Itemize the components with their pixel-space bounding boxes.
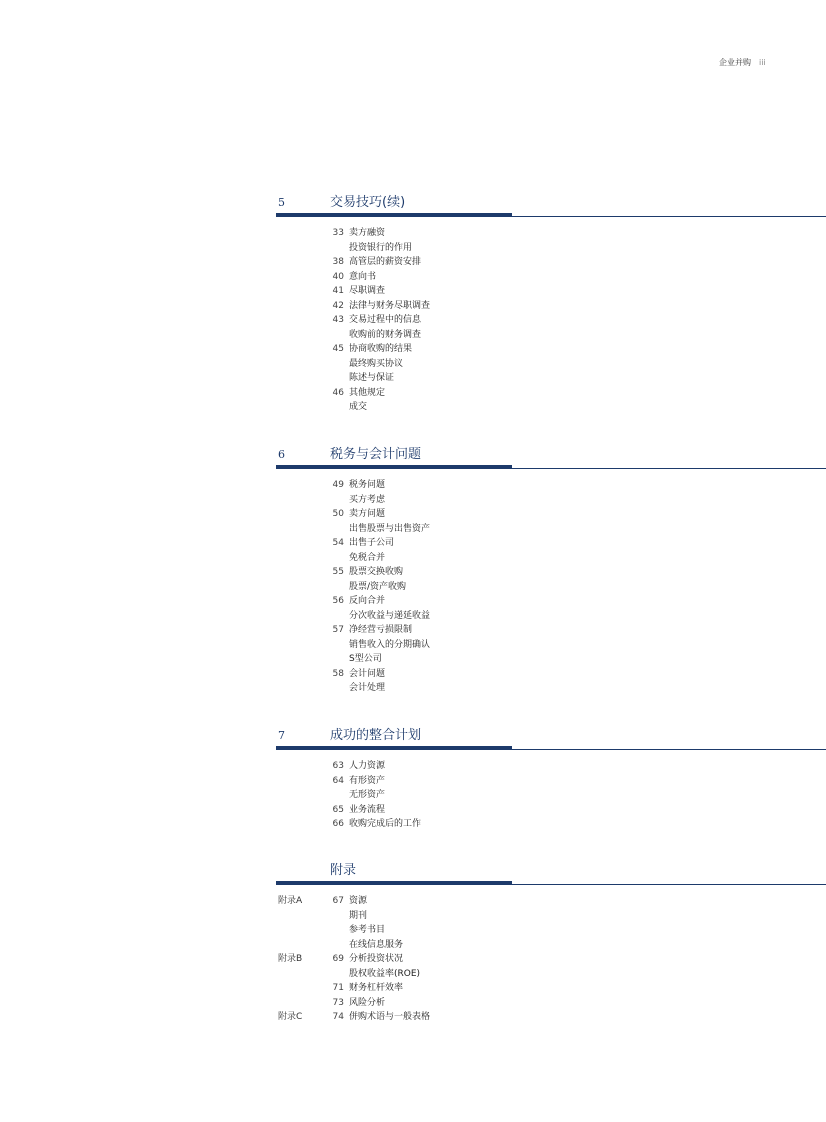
entry-title: 卖方融资 <box>349 228 386 238</box>
toc-entry[interactable] <box>276 493 826 508</box>
rule-thin <box>512 216 826 217</box>
entry-title: 销售收入的分期确认 <box>349 639 431 650</box>
page-ref: 67 <box>332 896 344 906</box>
running-head <box>719 57 766 68</box>
running-head-title: 企业并购 <box>719 58 751 67</box>
entry-title: 高管层的薪资安排 <box>349 257 422 267</box>
toc-entry[interactable] <box>276 923 826 938</box>
entry-title: 投资银行的作用 <box>349 242 413 253</box>
entry-title: 股权收益率(ROE) <box>349 968 421 979</box>
toc-entry[interactable] <box>276 667 826 682</box>
entry-title: 併购术语与一般表格 <box>349 1012 431 1022</box>
toc-entry[interactable] <box>276 371 826 386</box>
entry-title: 成交 <box>349 402 368 412</box>
section-header <box>276 859 826 881</box>
entry-title: 参考书目 <box>349 925 386 935</box>
toc-entry[interactable] <box>276 342 826 357</box>
entry-list <box>276 894 826 1025</box>
toc-entry[interactable] <box>276 981 826 996</box>
toc-entry[interactable] <box>276 478 826 493</box>
entry-title: 会计问题 <box>349 668 386 679</box>
entry-title: 交易过程中的信息 <box>349 315 422 325</box>
toc-entry[interactable] <box>276 609 826 624</box>
section-number: 5 <box>278 196 285 209</box>
page-number: iii <box>759 58 766 67</box>
section-number: 6 <box>278 448 285 461</box>
page-ref: 50 <box>332 509 344 519</box>
page-ref: 45 <box>332 344 344 354</box>
rule-thick <box>276 465 512 469</box>
toc-entry[interactable] <box>276 241 826 256</box>
toc-entry[interactable] <box>276 938 826 953</box>
page-ref: 71 <box>332 983 344 993</box>
toc-entry[interactable] <box>276 400 826 415</box>
toc-entry[interactable] <box>276 386 826 401</box>
rule-thin <box>512 749 826 750</box>
section-header <box>276 724 826 746</box>
toc-entry[interactable] <box>276 507 826 522</box>
entry-title: 最终购买协议 <box>349 358 404 369</box>
entry-title: 业务流程 <box>349 804 386 815</box>
toc-entry[interactable] <box>276 270 826 285</box>
entry-title: S型公司 <box>349 654 382 664</box>
toc-entry[interactable] <box>276 299 826 314</box>
entry-title: 买方考虑 <box>349 494 386 505</box>
toc-entry[interactable] <box>276 774 826 789</box>
toc-entry[interactable] <box>276 284 826 299</box>
section-rule <box>276 213 826 218</box>
entry-list <box>276 759 826 832</box>
entry-title: 财务杠杆效率 <box>349 983 404 993</box>
entry-title: 协商收购的结果 <box>349 344 413 354</box>
entry-title: 期刊 <box>349 910 368 921</box>
toc-entry[interactable] <box>276 803 826 818</box>
entry-title: 股票交换收购 <box>349 567 404 577</box>
toc-entry[interactable] <box>276 759 826 774</box>
toc-entry[interactable] <box>276 551 826 566</box>
toc-entry[interactable] <box>276 894 826 909</box>
toc-entry[interactable] <box>276 952 826 967</box>
entry-title: 风险分析 <box>349 997 386 1008</box>
toc-entry[interactable] <box>276 536 826 551</box>
toc-entry[interactable] <box>276 594 826 609</box>
page-ref: 43 <box>332 315 344 325</box>
entry-title: 会计处理 <box>349 683 386 693</box>
page-ref: 41 <box>332 286 344 296</box>
entry-title: 免税合并 <box>349 552 386 563</box>
page-ref: 56 <box>332 596 344 606</box>
rule-thick <box>276 213 512 217</box>
toc-entry[interactable] <box>276 638 826 653</box>
toc-entry[interactable] <box>276 788 826 803</box>
toc-entry[interactable] <box>276 522 826 537</box>
toc-entry[interactable] <box>276 623 826 638</box>
toc-entry[interactable] <box>276 580 826 595</box>
entry-title: 无形资产 <box>349 790 386 800</box>
rule-thick <box>276 881 512 885</box>
entry-title: 其他规定 <box>349 387 386 398</box>
section-header <box>276 443 826 465</box>
page-ref: 63 <box>332 761 344 771</box>
entry-title: 意向书 <box>349 271 377 282</box>
toc-entry[interactable] <box>276 1010 826 1025</box>
page-ref: 38 <box>332 257 344 267</box>
entry-title: 分次收益与递延收益 <box>349 610 431 621</box>
entry-title: 出售子公司 <box>349 538 395 548</box>
page-ref: 49 <box>332 480 344 490</box>
entry-title: 法律与财务尽职调查 <box>349 300 431 311</box>
entry-title: 税务问题 <box>349 480 386 490</box>
section-rule <box>276 746 826 751</box>
section-title: 交易技巧(续) <box>330 195 406 210</box>
page-ref: 65 <box>332 804 344 815</box>
section-rule <box>276 465 826 470</box>
entry-list <box>276 478 826 696</box>
entry-title: 出售股票与出售资产 <box>349 523 431 534</box>
page-ref: 33 <box>332 228 344 238</box>
page-ref: 57 <box>332 625 344 635</box>
toc-entry[interactable] <box>276 996 826 1011</box>
appendix-label: 附录A <box>278 896 303 906</box>
toc-entry[interactable] <box>276 967 826 982</box>
entry-list <box>276 226 826 415</box>
toc-entry[interactable] <box>276 357 826 372</box>
toc-entry[interactable] <box>276 328 826 343</box>
page-ref: 55 <box>332 567 344 577</box>
toc-entry[interactable] <box>276 313 826 328</box>
toc-entry[interactable] <box>276 565 826 580</box>
entry-title: 净经营亏损限制 <box>349 625 413 635</box>
entry-title: 有形资产 <box>349 775 386 786</box>
toc-section <box>276 724 826 832</box>
page-ref: 58 <box>332 668 344 679</box>
toc-section <box>276 859 826 1025</box>
rule-thin <box>512 884 826 885</box>
entry-title: 尽职调查 <box>349 286 386 296</box>
toc-section <box>276 443 826 696</box>
toc-section <box>276 191 826 415</box>
entry-title: 人力资源 <box>349 761 386 771</box>
section-number: 7 <box>278 729 285 742</box>
appendix-label: 附录C <box>278 1012 303 1022</box>
entry-title: 陈述与保证 <box>349 373 395 383</box>
page-ref: 73 <box>332 997 344 1008</box>
entry-title: 在线信息服务 <box>349 939 404 950</box>
toc-entry[interactable] <box>276 255 826 270</box>
toc-entry[interactable] <box>276 909 826 924</box>
toc-entry[interactable] <box>276 817 826 832</box>
page-ref: 42 <box>332 300 344 311</box>
toc-entry[interactable] <box>276 652 826 667</box>
entry-title: 资源 <box>349 896 368 906</box>
entry-title: 分析投资状况 <box>349 954 404 964</box>
section-title: 成功的整合计划 <box>330 728 422 743</box>
entry-title: 股票/资产收购 <box>349 581 407 592</box>
section-title: 附录 <box>330 863 357 878</box>
entry-title: 收购完成后的工作 <box>349 819 422 829</box>
entry-title: 卖方问题 <box>349 509 386 519</box>
page-ref: 40 <box>332 271 344 282</box>
toc-entry[interactable] <box>276 681 826 696</box>
page-ref: 46 <box>332 387 344 398</box>
section-title: 税务与会计问题 <box>330 447 422 462</box>
page-ref: 66 <box>332 819 344 829</box>
entry-title: 反向合并 <box>349 596 386 606</box>
page-ref: 64 <box>332 775 344 786</box>
toc-entry[interactable] <box>276 226 826 241</box>
entry-title: 收购前的财务调查 <box>349 329 422 340</box>
page-ref: 69 <box>332 954 344 964</box>
section-header <box>276 191 826 213</box>
rule-thick <box>276 746 512 750</box>
page-ref: 74 <box>332 1012 344 1022</box>
section-rule <box>276 881 826 886</box>
appendix-label: 附录B <box>278 954 303 964</box>
page-ref: 54 <box>332 538 344 548</box>
rule-thin <box>512 468 826 469</box>
